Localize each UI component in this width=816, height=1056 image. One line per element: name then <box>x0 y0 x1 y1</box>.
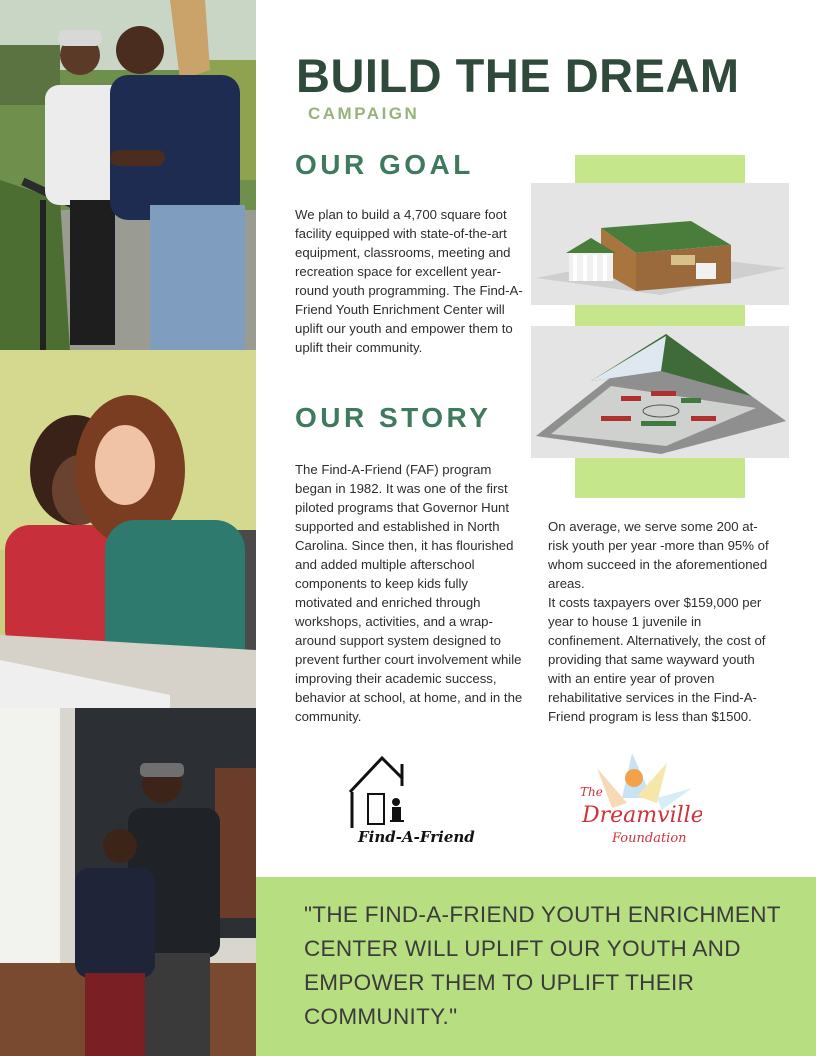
dreamville-logo-the: The <box>580 785 603 799</box>
page-subtitle: CAMPAIGN <box>308 104 420 123</box>
dreamville-logo-name: Dreamville <box>582 803 702 828</box>
building-exterior-rendering <box>531 183 789 305</box>
dreamville-foundation-logo <box>572 748 702 863</box>
stats-block <box>548 517 778 726</box>
photo-man-and-boy <box>0 708 256 1056</box>
story-heading: OUR STORY <box>295 402 492 433</box>
goal-paragraph: We plan to build a 4,700 square foot facility equipped with state-of-the-art equipment, classrooms, meeting and recreation space for excellent year-round youth programming. The Find-A-Friend Youth Enrichment Center will uplift our youth and empower them to uplift their community. <box>295 207 523 355</box>
page-title: BUILD THE DREAM <box>296 49 740 102</box>
stats-paragraph-youth-served: On average, we serve some 200 at-risk youth per year -more than 95% of whom succeed in the aforementioned areas. <box>548 519 769 591</box>
building-interior-rendering <box>531 326 789 458</box>
find-a-friend-logo-text: Find-A-Friend <box>358 828 475 846</box>
photo-mini-golf-youth <box>0 0 256 350</box>
stats-paragraph-cost: It costs taxpayers over $159,000 per year to house 1 juvenile in confinement. Alternatively, the cost of providing that same wayward youth with an entire year of proven rehabilitative services in the Find-A-Friend program is less than $1500. <box>548 595 766 724</box>
photo-mentor-and-youth <box>0 350 256 708</box>
quote-text: "THE FIND-A-FRIEND YOUTH ENRICHMENT CENTER WILL UPLIFT OUR YOUTH AND EMPOWER THEM TO UPLIFT THEIR COMMUNITY." <box>304 902 781 1029</box>
dreamville-logo-foundation: Foundation <box>612 831 687 846</box>
goal-heading: OUR GOAL <box>295 149 474 180</box>
story-paragraph: The Find-A-Friend (FAF) program began in 1982. It was one of the first piloted programs that Governor Hunt supported and established in North Carolina. Since then, it has flourished and added multiple afterschool components to keep kids fully motivated and enriched through workshops, activities, and a wrap-around support system designed to prevent further court involvement while improving their academic success, behavior at school, at home, and in the community. <box>295 462 523 724</box>
quote-box <box>256 877 816 1056</box>
find-a-friend-logo <box>340 750 480 850</box>
